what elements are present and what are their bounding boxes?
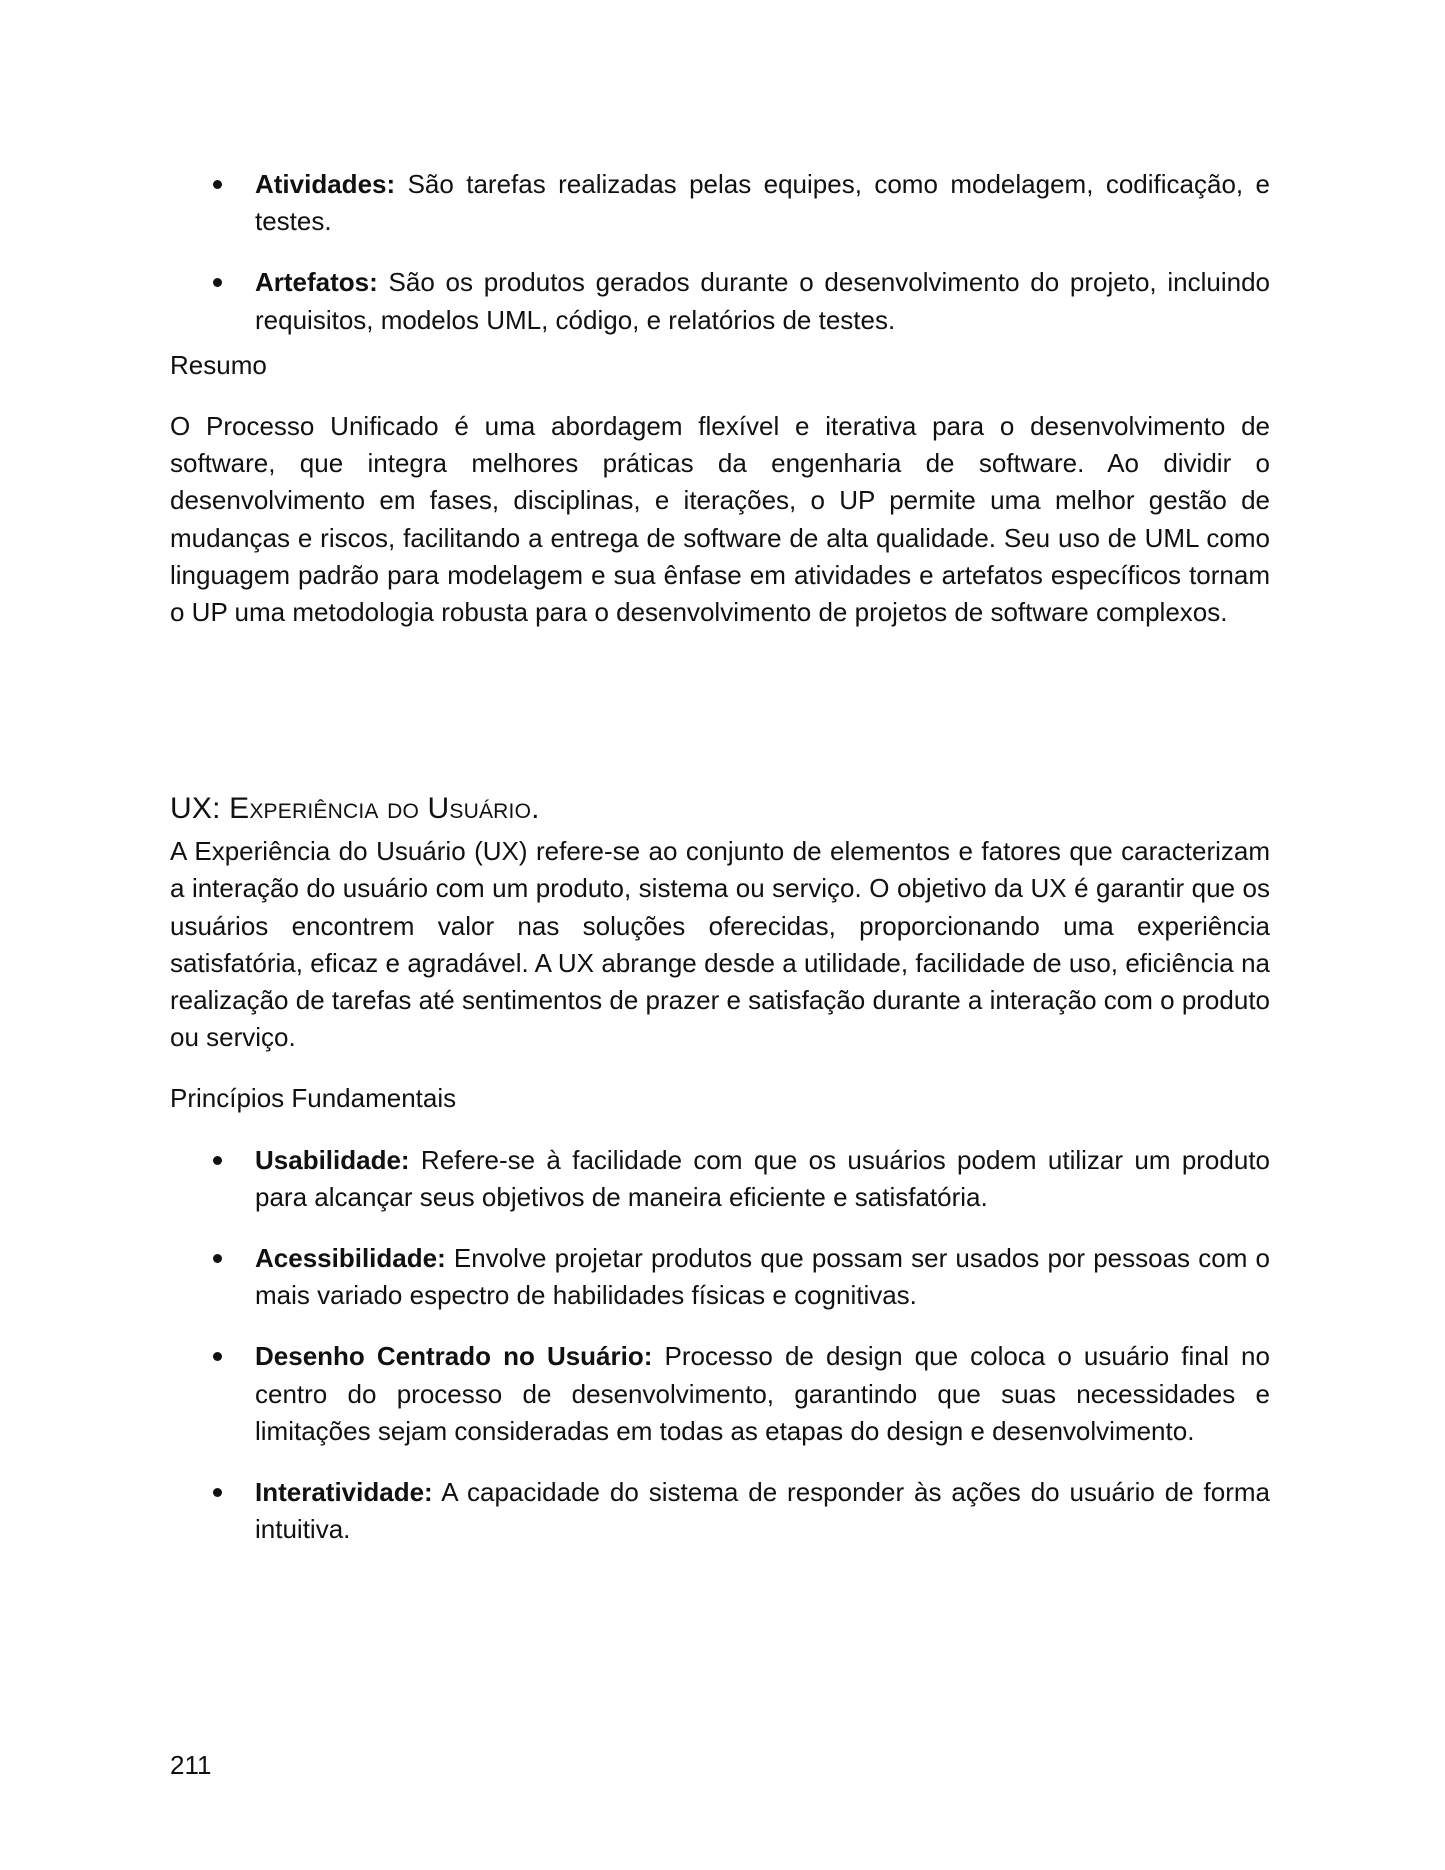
- process-elements-list: [170, 166, 1270, 339]
- list-item-interatividade: [170, 1474, 1270, 1548]
- list-item-artefatos: [170, 264, 1270, 338]
- term-description: Processo de design que coloca o usuário final no centro do processo de desenvolvimento, garantindo que suas necessidades e limitações sejam consideradas em todas as etapas do design e desenvolvimento.: [255, 1341, 1270, 1446]
- list-item-atividades: [170, 166, 1270, 240]
- term-description: A capacidade do sistema de responder às ações do usuário de forma intuitiva.: [255, 1477, 1270, 1545]
- section-heading-ux: UX: Experiência do Usuário.: [170, 792, 540, 826]
- summary-label: Resumo: [170, 349, 267, 380]
- bullet-icon: [213, 278, 222, 287]
- term-label: Usabilidade:: [255, 1144, 410, 1175]
- ux-principles-list: [170, 1142, 1270, 1549]
- ux-intro-paragraph: A Experiência do Usuário (UX) refere-se ao conjunto de elementos e fatores que caracterizam a interação do usuário com um produto, sistema ou serviço. O objetivo da UX é garantir que os usuários encontrem valor nas soluções oferecidas, proporcionando uma experiência satisfatória, eficaz e agradável. A UX abrange desde a utilidade, facilidade de uso, eficiência na realização de tarefas até sentimentos de prazer e satisfação durante a interação com o produto ou serviço.: [170, 836, 1270, 1053]
- term-description: Refere-se à facilidade com que os usuários podem utilizar um produto para alcançar seus objetivos de maneira eficiente e satisfatória.: [255, 1144, 1270, 1212]
- summary-paragraph: O Processo Unificado é uma abordagem flexível e iterativa para o desenvolvimento de software, que integra melhores práticas da engenharia de software. Ao dividir o desenvolvimento em fases, disciplinas, e iterações, o UP permite uma melhor gestão de mudanças e riscos, facilitando a entrega de software de alta qualidade. Seu uso de UML como linguagem padrão para modelagem e sua ênfase em atividades e artefatos específicos tornam o UP uma metodologia robusta para o desenvolvimento de projetos de software complexos.: [170, 411, 1270, 628]
- term-description: Envolve projetar produtos que possam ser usados por pessoas com o mais variado espectro de habilidades físicas e cognitivas.: [255, 1243, 1270, 1311]
- term-label: Desenho Centrado no Usuário:: [255, 1341, 653, 1372]
- term-label: Artefatos:: [255, 267, 378, 298]
- term-label: Acessibilidade:: [255, 1243, 446, 1274]
- term-description: São os produtos gerados durante o desenvolvimento do projeto, incluindo requisitos, modelos UML, código, e relatórios de testes.: [255, 267, 1270, 335]
- list-item-desenho-centrado: [170, 1338, 1270, 1450]
- term-label: Interatividade:: [255, 1477, 433, 1508]
- term-description: São tarefas realizadas pelas equipes, como modelagem, codificação, e testes.: [255, 169, 1270, 237]
- term-label: Atividades:: [255, 169, 396, 199]
- principles-label: Princípios Fundamentais: [170, 1083, 457, 1114]
- bullet-icon: [213, 1254, 222, 1263]
- list-item-acessibilidade: [170, 1240, 1270, 1314]
- list-item-usabilidade: [170, 1142, 1270, 1216]
- bullet-icon: [213, 1488, 222, 1497]
- bullet-icon: [213, 1156, 222, 1165]
- document-page: [170, 166, 1270, 1572]
- bullet-icon: [213, 180, 222, 189]
- page-number: 211: [170, 1750, 212, 1780]
- bullet-icon: [213, 1352, 222, 1361]
